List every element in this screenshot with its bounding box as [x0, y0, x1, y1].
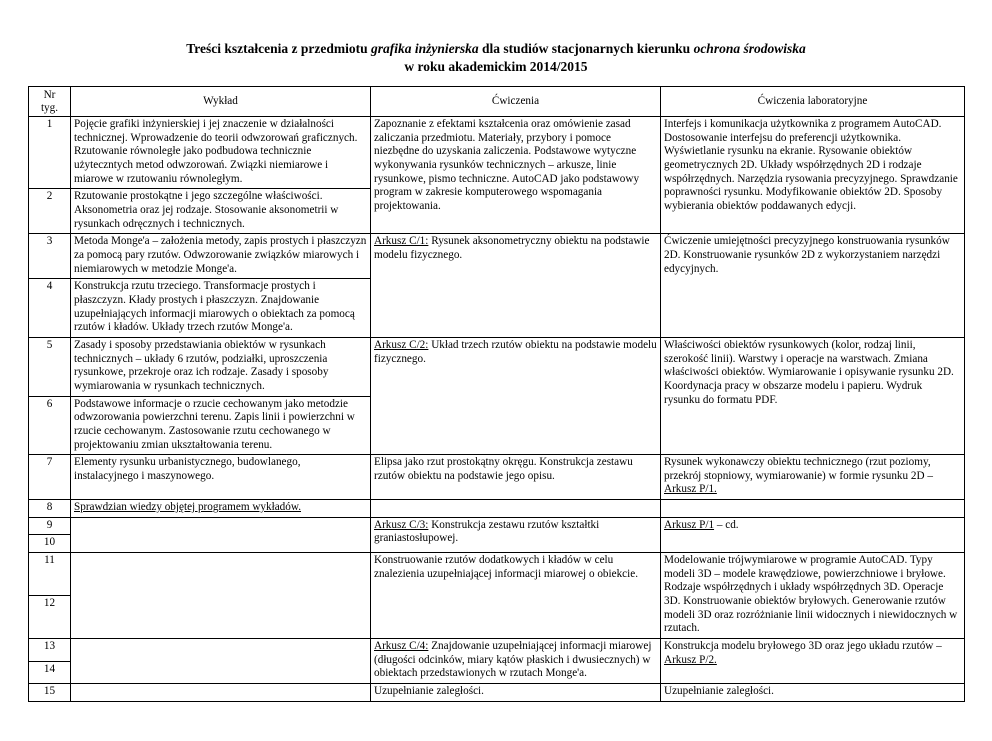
sheet-label: Arkusz C/3:: [374, 518, 429, 531]
cell-laboratoryjne: Modelowanie trójwymiarowe w programie AutoCAD. Typy modeli 3D – modele krawędziowe, powierzchniowe i bryłowe. Rodzaje współrzędnych i układy współrzędnych 3D. Operacje 3D. Konstruowanie obiektów bryłowych. Generowanie rzutów modeli 3D oraz rozróżnianie linii widocznych i niewidocznych w rzutach.: [661, 553, 965, 639]
title-faculty: ochrona środowiska: [693, 41, 806, 56]
cell-cwiczenia: Uzupełnianie zaległości.: [371, 684, 661, 702]
cell-laboratoryjne: [661, 455, 965, 500]
cell-laboratoryjne-text: – cd.: [714, 518, 739, 531]
sheet-label: Arkusz C/4:: [374, 640, 429, 653]
cell-laboratoryjne: [661, 500, 965, 518]
table-header-row: [29, 87, 965, 117]
row-number: 10: [29, 535, 71, 553]
cell-wyklad: [71, 639, 371, 684]
row-number: 12: [29, 596, 71, 639]
cell-wyklad: Podstawowe informacje o rzucie cechowanym jako metodzie odwzorowania powierzchni terenu. Zapis linii i powierzchni w rzucie cechowanym. Zastosowanie rzutu cechowanego w projektowaniu zmian ukształtowania terenu.: [71, 396, 371, 455]
title-subject: grafika inżynierska: [371, 41, 479, 56]
document-page: [0, 40, 992, 741]
syllabus-table: [28, 86, 965, 701]
row-number: 6: [29, 396, 71, 455]
sheet-label: Arkusz P/1: [664, 518, 715, 531]
page-title: [0, 40, 992, 76]
sheet-label: Arkusz P/1.: [664, 483, 717, 496]
column-header-nr-line1: Nr: [43, 89, 56, 102]
cell-cwiczenia: Zapoznanie z efektami kształcenia oraz omówienie zasad zaliczania przedmiotu. Materiały, przybory i pomoce niezbędne do uzyskania zaliczenia. Podstawowe wytyczne wykonywania rysunków technicznych – arkusze, linie rysunkowe, pismo techniczne. AutoCAD jako podstawowy program w zakresie komputerowego wspomagania projektowania.: [371, 117, 661, 234]
table-row: [29, 500, 965, 518]
title-line-1: [0, 40, 992, 58]
table-body: [29, 117, 965, 702]
column-header-nr: [29, 87, 71, 117]
cell-cwiczenia-text: Znajdowanie uzupełniającej informacji miarowej (długości odcinków, miary kątów płaskich i dwusiecznych) w obiektach przedstawionych w rzutach Monge'a.: [374, 640, 652, 680]
cell-laboratoryjne: [661, 517, 965, 552]
column-header-cwiczenia: Ćwiczenia: [371, 87, 661, 117]
cell-wyklad: [71, 684, 371, 702]
syllabus-table-wrapper: [28, 86, 964, 701]
cell-wyklad: [71, 500, 371, 518]
cell-cwiczenia-text: Układ trzech rzutów obiektu na podstawie modelu fizycznego.: [374, 338, 657, 365]
row-number: 13: [29, 639, 71, 661]
cell-wyklad: Rzutowanie prostokątne i jego szczególne właściwości. Aksonometria oraz jej rodzaje. Stosowanie aksonometrii w rysunkach odręcznych i technicznych.: [71, 189, 371, 234]
cell-laboratoryjne-text: Rysunek wykonawczy obiektu technicznego (rzut poziomy, przekrój stopniowy, wymiarowanie) w formie rysunku 2D –: [664, 456, 933, 482]
title-part-1: Treści kształcenia z przedmiotu: [186, 41, 371, 56]
exam-note: Sprawdzian wiedzy objętej programem wykładów.: [74, 501, 301, 514]
row-number: 3: [29, 234, 71, 279]
row-number: 7: [29, 455, 71, 500]
table-row: [29, 639, 965, 661]
cell-laboratoryjne: Ćwiczenie umiejętności precyzyjnego konstruowania rysunków 2D. Konstruowanie rysunków 2D z wykorzystaniem narzędzi edycyjnych.: [661, 234, 965, 338]
table-row: [29, 455, 965, 500]
cell-cwiczenia: [371, 234, 661, 338]
row-number: 4: [29, 279, 71, 338]
cell-laboratoryjne: Uzupełnianie zaległości.: [661, 684, 965, 702]
column-header-wyklad: Wykład: [71, 87, 371, 117]
cell-laboratoryjne: Właściwości obiektów rysunkowych (kolor, rodzaj linii, szerokość linii). Warstwy i operacje na warstwach. Zmiana właściwości obiektów. Wymiarowanie i opisywanie rysunku 2D. Koordynacja pracy w obszarze modelu i papieru. Wydruk rysunku do formatu PDF.: [661, 337, 965, 454]
table-header: [29, 87, 965, 117]
row-number: 15: [29, 684, 71, 702]
cell-wyklad: Zasady i sposoby przedstawiania obiektów w rysunkach technicznych – układy 6 rzutów, podziałki, uproszczenia rysunkowe, przekroje oraz ich rodzaje. Zasady i sposoby wymiarowania w rysunkach technicznych.: [71, 337, 371, 396]
cell-laboratoryjne-text: Konstrukcja modelu bryłowego 3D oraz jego układu rzutów –: [664, 640, 942, 653]
row-number: 1: [29, 117, 71, 189]
cell-wyklad: [71, 517, 371, 552]
row-number: 8: [29, 500, 71, 518]
cell-wyklad: Pojęcie grafiki inżynierskiej i jej znaczenie w działalności technicznej. Wprowadzenie do teorii odwzorowań graficznych. Rzutowanie równoległe jako podbudowa technicznie użyteczntych metod odwzorowań. Związki niemiarowe i miarowe w rzutowaniu równoległym.: [71, 117, 371, 189]
cell-laboratoryjne: [661, 639, 965, 684]
row-number: 2: [29, 189, 71, 234]
cell-cwiczenia: [371, 337, 661, 454]
cell-wyklad: Elementy rysunku urbanistycznego, budowlanego, instalacyjnego i maszynowego.: [71, 455, 371, 500]
table-row: [29, 684, 965, 702]
sheet-label: Arkusz C/1:: [374, 235, 429, 248]
title-part-2: dla studiów stacjonarnych kierunku: [478, 41, 694, 56]
cell-wyklad: Konstrukcja rzutu trzeciego. Transformacje prostych i płaszczyzn. Kłady prostych i płaszczyzn. Znajdowanie uzupełniających informacji miarowych o obiektach za pomocą rzutów i kładów. Układy trzech rzutów Monge'a.: [71, 279, 371, 338]
cell-cwiczenia: [371, 639, 661, 684]
table-row: [29, 234, 965, 279]
row-number: 5: [29, 337, 71, 396]
table-row: [29, 553, 965, 596]
column-header-laboratoryjne: Ćwiczenia laboratoryjne: [661, 87, 965, 117]
sheet-label: Arkusz C/2:: [374, 338, 429, 351]
sheet-label: Arkusz P/2.: [664, 653, 717, 666]
cell-cwiczenia: [371, 500, 661, 518]
row-number: 14: [29, 661, 71, 683]
cell-laboratoryjne: Interfejs i komunikacja użytkownika z programem AutoCAD. Dostosowanie interfejsu do preferencji użytkownika. Wyświetlanie rysunku na ekranie. Rysowanie obiektów geometrycznych 2D. Układy współrzędnych 2D i rodzaje współrzędnych. Narzędzia rysowania precyzyjnego. Sprawdzanie poprawności rysunku. Modyfikowanie obiektów 2D. Sposoby wybierania obiektów poddawanych edycji.: [661, 117, 965, 234]
row-number: 9: [29, 517, 71, 535]
cell-cwiczenia: Elipsa jako rzut prostokątny okręgu. Konstrukcja zestawu rzutów obiektu na podstawie jego opisu.: [371, 455, 661, 500]
cell-cwiczenia-text: Konstrukcja zestawu rzutów kształtki graniastosłupowej.: [374, 518, 600, 545]
cell-cwiczenia: Konstruowanie rzutów dodatkowych i kładów w celu znalezienia uzupełniającej informacji miarowej o obiekcie.: [371, 553, 661, 639]
cell-cwiczenia-text: Rysunek aksonometryczny obiektu na podstawie modelu fizycznego.: [374, 235, 650, 261]
title-line-2: w roku akademickim 2014/2015: [404, 59, 588, 75]
cell-cwiczenia: [371, 517, 661, 552]
column-header-nr-line2: tyg.: [40, 101, 59, 114]
table-row: [29, 517, 965, 535]
table-row: [29, 117, 965, 189]
cell-wyklad: [71, 553, 371, 639]
cell-wyklad: Metoda Monge'a – założenia metody, zapis prostych i płaszczyzn za pomocą pary rzutów. Odwzorowanie związków miarowych i niemiarowych w metodzie Monge'a.: [71, 234, 371, 279]
table-row: [29, 337, 965, 396]
row-number: 11: [29, 553, 71, 596]
